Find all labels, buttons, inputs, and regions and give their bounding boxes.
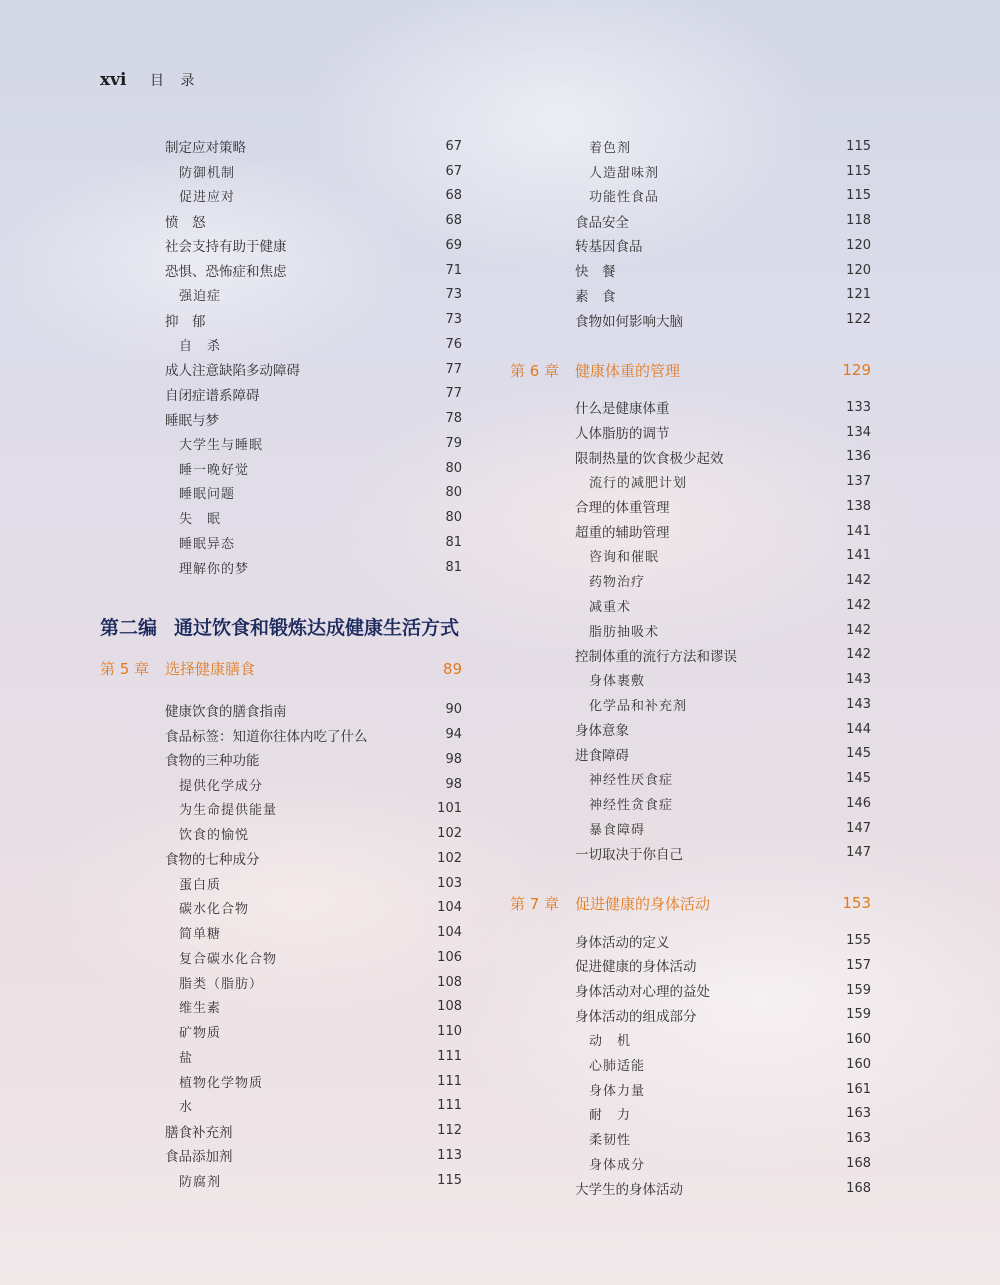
toc-entry[interactable] bbox=[100, 797, 462, 822]
chapter-title: 选择健康膳食 bbox=[165, 660, 256, 678]
toc-entry-title: 素 食 bbox=[575, 288, 616, 305]
toc-left-column bbox=[100, 134, 462, 1193]
toc-entry-page: 111 bbox=[437, 1073, 462, 1089]
toc-entry-page: 146 bbox=[846, 795, 871, 811]
toc-entry-page: 115 bbox=[437, 1172, 462, 1188]
chapter-heading-5[interactable] bbox=[100, 656, 462, 682]
toc-entry-title: 身体活动的组成部分 bbox=[575, 1008, 697, 1025]
toc-entry[interactable] bbox=[510, 841, 871, 866]
toc-entry-page: 80 bbox=[445, 510, 462, 526]
toc-entry-title: 抑 郁 bbox=[165, 313, 206, 330]
toc-entry-title: 身体意象 bbox=[575, 723, 629, 740]
toc-entry-page: 98 bbox=[445, 776, 462, 792]
toc-entry-page: 118 bbox=[846, 213, 871, 229]
toc-entry-page: 102 bbox=[437, 850, 462, 866]
toc-entry-page: 110 bbox=[437, 1024, 462, 1040]
toc-entry-page: 141 bbox=[846, 548, 871, 564]
toc-entry-page: 163 bbox=[846, 1106, 871, 1122]
toc-entry-page: 108 bbox=[437, 999, 462, 1015]
toc-entry-title: 睡眠问题 bbox=[179, 487, 236, 503]
toc-entry[interactable] bbox=[100, 382, 462, 407]
toc-entry[interactable] bbox=[510, 544, 871, 569]
toc-entry[interactable] bbox=[100, 821, 462, 846]
toc-entry-title: 神经性厌食症 bbox=[589, 773, 674, 789]
toc-entry-title: 限制热量的饮食极少起效 bbox=[575, 450, 724, 467]
toc-entry[interactable] bbox=[510, 519, 871, 544]
toc-entry-page: 94 bbox=[445, 727, 462, 743]
toc-entry-title: 饮食的愉悦 bbox=[179, 828, 250, 844]
toc-entry-page: 145 bbox=[846, 746, 871, 762]
chapter-title: 促进健康的身体活动 bbox=[575, 894, 711, 913]
toc-entry-page: 69 bbox=[445, 237, 462, 253]
toc-entry-page: 78 bbox=[445, 411, 462, 427]
toc-entry[interactable] bbox=[510, 978, 871, 1003]
toc-entry[interactable] bbox=[100, 159, 462, 184]
toc-entry[interactable] bbox=[100, 1069, 462, 1094]
toc-entry-title: 食物的三种功能 bbox=[165, 753, 260, 770]
toc-entry[interactable] bbox=[100, 456, 462, 481]
toc-entry-page: 77 bbox=[445, 361, 462, 377]
toc-entry-title: 盐 bbox=[179, 1050, 194, 1066]
toc-entry-page: 80 bbox=[445, 485, 462, 501]
toc-entry[interactable] bbox=[100, 431, 462, 456]
chapter-page: 153 bbox=[842, 894, 871, 913]
toc-entry-title: 健康饮食的膳食指南 bbox=[165, 703, 287, 720]
toc-entry-title: 大学生与睡眠 bbox=[179, 437, 264, 453]
toc-entry[interactable] bbox=[510, 445, 871, 470]
toc-entry[interactable] bbox=[510, 953, 871, 978]
toc-entry[interactable] bbox=[100, 283, 462, 308]
chapter-heading-7[interactable] bbox=[510, 890, 871, 916]
chapter-number: 第 7 章 bbox=[510, 894, 560, 913]
toc-entry-title: 进食障碍 bbox=[575, 747, 629, 764]
toc-entry-page: 142 bbox=[846, 573, 871, 589]
toc-entry-title: 强迫症 bbox=[179, 289, 222, 305]
toc-entry[interactable] bbox=[100, 1019, 462, 1044]
toc-entry-title: 制定应对策略 bbox=[165, 140, 246, 157]
toc-entry-title: 睡眠异态 bbox=[179, 536, 236, 552]
toc-entry-title: 大学生的身体活动 bbox=[575, 1182, 683, 1199]
toc-entry-title: 失 眠 bbox=[179, 512, 222, 528]
page-title: 目 录 bbox=[150, 73, 201, 89]
toc-entry-page: 90 bbox=[445, 702, 462, 718]
toc-entry[interactable] bbox=[510, 1003, 871, 1028]
toc-entry-title: 水 bbox=[179, 1100, 194, 1116]
toc-entry-title: 什么是健康体重 bbox=[575, 401, 670, 418]
chapter-heading-6[interactable] bbox=[510, 357, 871, 383]
toc-entry-page: 163 bbox=[846, 1131, 871, 1147]
toc-entry[interactable] bbox=[510, 1077, 871, 1102]
toc-entry[interactable] bbox=[100, 505, 462, 530]
toc-entry-title: 维生素 bbox=[179, 1001, 222, 1017]
toc-entry-title: 身体成分 bbox=[589, 1157, 646, 1173]
toc-entry-title: 防御机制 bbox=[179, 165, 236, 181]
toc-block bbox=[100, 134, 462, 580]
toc-entry[interactable] bbox=[510, 618, 871, 643]
chapter-page: 129 bbox=[842, 361, 871, 379]
toc-entry-title: 促进应对 bbox=[179, 190, 236, 206]
toc-entry-page: 68 bbox=[445, 188, 462, 204]
toc-entry[interactable] bbox=[510, 1052, 871, 1077]
toc-entry-title: 超重的辅助管理 bbox=[575, 525, 670, 542]
toc-entry-title: 控制体重的流行方法和谬误 bbox=[575, 648, 737, 665]
toc-entry[interactable] bbox=[510, 568, 871, 593]
toc-entry-title: 耐 力 bbox=[589, 1108, 632, 1124]
toc-entry[interactable] bbox=[100, 1143, 462, 1168]
toc-entry-title: 着色剂 bbox=[589, 140, 632, 156]
toc-entry-title: 身体力量 bbox=[589, 1083, 646, 1099]
toc-entry-title: 身体活动的定义 bbox=[575, 934, 670, 951]
toc-entry-page: 80 bbox=[445, 460, 462, 476]
toc-entry-page: 136 bbox=[846, 449, 871, 465]
toc-entry[interactable] bbox=[100, 747, 462, 772]
toc-entry-title: 心肺适能 bbox=[589, 1058, 646, 1074]
toc-entry-title: 植物化学物质 bbox=[179, 1075, 264, 1091]
toc-entry-page: 101 bbox=[437, 801, 462, 817]
toc-entry[interactable] bbox=[510, 469, 871, 494]
toc-entry[interactable] bbox=[510, 1176, 871, 1201]
toc-entry[interactable] bbox=[100, 134, 462, 159]
toc-entry[interactable] bbox=[510, 928, 871, 953]
toc-entry[interactable] bbox=[510, 643, 871, 668]
toc-entry-page: 102 bbox=[437, 826, 462, 842]
toc-block bbox=[100, 698, 462, 1193]
toc-entry[interactable] bbox=[100, 1094, 462, 1119]
toc-entry-title: 神经性贪食症 bbox=[589, 797, 674, 813]
toc-entry-page: 120 bbox=[846, 262, 871, 278]
toc-entry[interactable] bbox=[100, 896, 462, 921]
toc-entry[interactable] bbox=[100, 184, 462, 209]
toc-entry-page: 147 bbox=[846, 845, 871, 861]
toc-entry-title: 柔韧性 bbox=[589, 1133, 632, 1149]
toc-entry[interactable] bbox=[100, 406, 462, 431]
toc-entry-title: 矿物质 bbox=[179, 1026, 222, 1042]
toc-entry-page: 147 bbox=[846, 820, 871, 836]
toc-entry-title: 食品添加剂 bbox=[165, 1149, 233, 1166]
chapter-number: 第 6 章 bbox=[510, 361, 560, 380]
toc-entry-page: 168 bbox=[846, 1155, 871, 1171]
toc-entry-page: 141 bbox=[846, 523, 871, 539]
toc-entry-page: 142 bbox=[846, 647, 871, 663]
toc-entry[interactable] bbox=[510, 742, 871, 767]
toc-entry-page: 108 bbox=[437, 974, 462, 990]
toc-entry-page: 121 bbox=[846, 287, 871, 303]
toc-entry-page: 113 bbox=[437, 1147, 462, 1163]
toc-entry[interactable] bbox=[510, 816, 871, 841]
toc-entry[interactable] bbox=[100, 772, 462, 797]
toc-entry-page: 71 bbox=[445, 262, 462, 278]
toc-entry[interactable] bbox=[100, 846, 462, 871]
toc-entry[interactable] bbox=[510, 258, 871, 283]
toc-entry[interactable] bbox=[510, 395, 871, 420]
toc-entry[interactable] bbox=[510, 233, 871, 258]
toc-entry-title: 药物治疗 bbox=[589, 575, 646, 591]
toc-entry[interactable] bbox=[510, 159, 871, 184]
toc-entry-title: 功能性食品 bbox=[589, 190, 660, 206]
toc-entry-title: 防腐剂 bbox=[179, 1174, 222, 1190]
toc-entry-title: 睡一晚好觉 bbox=[179, 462, 250, 478]
toc-entry-title: 恐惧、恐怖症和焦虑 bbox=[165, 264, 287, 281]
toc-entry-page: 142 bbox=[846, 622, 871, 638]
toc-entry-page: 115 bbox=[846, 188, 871, 204]
toc-entry-title: 自闭症谱系障碍 bbox=[165, 387, 260, 404]
toc-entry[interactable] bbox=[510, 1102, 871, 1127]
toc-entry-page: 160 bbox=[846, 1032, 871, 1048]
toc-entry-page: 111 bbox=[437, 1098, 462, 1114]
toc-entry[interactable] bbox=[510, 667, 871, 692]
toc-entry-page: 145 bbox=[846, 771, 871, 787]
toc-entry-title: 化学品和补充剂 bbox=[589, 698, 688, 714]
part-title: 通过饮食和锻炼达成健康生活方式 bbox=[174, 617, 460, 639]
toc-entry[interactable] bbox=[100, 995, 462, 1020]
toc-entry-title: 流行的减肥计划 bbox=[589, 476, 688, 492]
toc-entry-page: 76 bbox=[445, 336, 462, 352]
toc-entry-title: 促进健康的身体活动 bbox=[575, 959, 697, 976]
part-heading[interactable] bbox=[100, 612, 462, 642]
toc-entry-title: 愤 怒 bbox=[165, 214, 206, 231]
toc-entry[interactable] bbox=[510, 692, 871, 717]
toc-entry-page: 79 bbox=[445, 435, 462, 451]
toc-entry[interactable] bbox=[510, 134, 871, 159]
toc-entry[interactable] bbox=[100, 1118, 462, 1143]
toc-entry-title: 碳水化合物 bbox=[179, 902, 250, 918]
toc-entry[interactable] bbox=[100, 233, 462, 258]
toc-entry-page: 159 bbox=[846, 1007, 871, 1023]
toc-entry-page: 137 bbox=[846, 474, 871, 490]
toc-entry-title: 理解你的梦 bbox=[179, 561, 250, 577]
toc-entry[interactable] bbox=[100, 698, 462, 723]
toc-entry[interactable] bbox=[100, 208, 462, 233]
toc-entry-page: 73 bbox=[445, 287, 462, 303]
toc-entry[interactable] bbox=[100, 357, 462, 382]
toc-entry-title: 睡眠与梦 bbox=[165, 412, 219, 429]
toc-entry[interactable] bbox=[510, 208, 871, 233]
toc-block bbox=[510, 928, 871, 1200]
toc-entry-page: 144 bbox=[846, 721, 871, 737]
toc-entry-page: 81 bbox=[445, 559, 462, 575]
toc-entry-page: 81 bbox=[445, 534, 462, 550]
toc-entry-title: 食物如何影响大脑 bbox=[575, 313, 683, 330]
toc-entry-page: 112 bbox=[437, 1123, 462, 1139]
toc-entry-title: 社会支持有助于健康 bbox=[165, 239, 287, 256]
toc-entry-page: 67 bbox=[445, 138, 462, 154]
toc-entry[interactable] bbox=[100, 307, 462, 332]
toc-entry[interactable] bbox=[510, 420, 871, 445]
toc-entry[interactable] bbox=[510, 791, 871, 816]
toc-entry-page: 120 bbox=[846, 237, 871, 253]
toc-entry-title: 脂肪抽吸术 bbox=[589, 624, 660, 640]
toc-entry-title: 合理的体重管理 bbox=[575, 500, 670, 517]
toc-entry-title: 人体脂肪的调节 bbox=[575, 426, 670, 443]
toc-entry-title: 自 杀 bbox=[179, 338, 222, 354]
toc-entry-title: 脂类（脂肪） bbox=[179, 976, 264, 992]
toc-entry[interactable] bbox=[100, 555, 462, 580]
toc-entry[interactable] bbox=[100, 871, 462, 896]
toc-entry-page: 98 bbox=[445, 751, 462, 767]
toc-entry[interactable] bbox=[100, 530, 462, 555]
toc-block bbox=[510, 134, 871, 332]
toc-entry[interactable] bbox=[510, 1126, 871, 1151]
toc-entry-page: 142 bbox=[846, 597, 871, 613]
toc-entry-page: 134 bbox=[846, 424, 871, 440]
toc-entry-title: 食品标签：知道你往体内吃了什么 bbox=[165, 728, 368, 745]
chapter-title: 健康体重的管理 bbox=[575, 361, 681, 380]
toc-entry[interactable] bbox=[100, 332, 462, 357]
toc-entry-title: 暴食障碍 bbox=[589, 822, 646, 838]
toc-entry-page: 161 bbox=[846, 1081, 871, 1097]
toc-entry[interactable] bbox=[100, 945, 462, 970]
toc-entry[interactable] bbox=[100, 970, 462, 995]
toc-entry-page: 122 bbox=[846, 312, 871, 328]
chapter-page: 89 bbox=[442, 659, 462, 678]
toc-entry-page: 104 bbox=[437, 925, 462, 941]
toc-entry[interactable] bbox=[100, 258, 462, 283]
toc-entry[interactable] bbox=[100, 722, 462, 747]
toc-entry-title: 提供化学成分 bbox=[179, 778, 264, 794]
toc-entry-title: 复合碳水化合物 bbox=[179, 951, 278, 967]
toc-entry-title: 减重术 bbox=[589, 599, 632, 615]
toc-entry-page: 159 bbox=[846, 982, 871, 998]
toc-entry-page: 106 bbox=[437, 949, 462, 965]
toc-entry-page: 104 bbox=[437, 900, 462, 916]
toc-entry-title: 一切取决于你自己 bbox=[575, 846, 683, 863]
toc-entry-page: 168 bbox=[846, 1180, 871, 1196]
toc-entry-title: 人造甜味剂 bbox=[589, 165, 660, 181]
toc-entry[interactable] bbox=[510, 1027, 871, 1052]
toc-entry-title: 咨询和催眠 bbox=[589, 550, 660, 566]
page-number: xvi bbox=[100, 70, 127, 90]
toc-block bbox=[510, 395, 871, 865]
toc-entry[interactable] bbox=[100, 920, 462, 945]
toc-entry-title: 身体活动对心理的益处 bbox=[575, 984, 710, 1001]
toc-entry[interactable] bbox=[510, 494, 871, 519]
toc-entry-page: 157 bbox=[846, 957, 871, 973]
toc-entry-title: 身体裹敷 bbox=[589, 674, 646, 690]
toc-entry-title: 蛋白质 bbox=[179, 877, 222, 893]
page-header bbox=[100, 70, 200, 90]
toc-entry-page: 143 bbox=[846, 696, 871, 712]
toc-entry[interactable] bbox=[510, 1151, 871, 1176]
toc-entry-page: 155 bbox=[846, 933, 871, 949]
toc-entry[interactable] bbox=[100, 1044, 462, 1069]
toc-entry[interactable] bbox=[510, 283, 871, 308]
toc-entry-page: 138 bbox=[846, 498, 871, 514]
toc-right-column bbox=[510, 134, 871, 1201]
toc-entry-title: 食物的七种成分 bbox=[165, 852, 260, 869]
toc-entry[interactable] bbox=[510, 593, 871, 618]
toc-entry-page: 160 bbox=[846, 1056, 871, 1072]
toc-entry-page: 133 bbox=[846, 399, 871, 415]
toc-entry-title: 转基因食品 bbox=[575, 239, 643, 256]
toc-entry-page: 77 bbox=[445, 386, 462, 402]
part-number: 第二编 bbox=[100, 617, 158, 639]
toc-entry-page: 111 bbox=[437, 1048, 462, 1064]
toc-entry-page: 67 bbox=[445, 163, 462, 179]
toc-entry-page: 103 bbox=[437, 875, 462, 891]
toc-entry[interactable] bbox=[510, 766, 871, 791]
toc-entry-page: 143 bbox=[846, 672, 871, 688]
toc-entry[interactable] bbox=[510, 307, 871, 332]
toc-entry-page: 115 bbox=[846, 138, 871, 154]
toc-entry-title: 膳食补充剂 bbox=[165, 1124, 233, 1141]
toc-entry-title: 快 餐 bbox=[575, 264, 616, 281]
toc-entry-title: 为生命提供能量 bbox=[179, 803, 278, 819]
toc-entry[interactable] bbox=[510, 717, 871, 742]
toc-entry[interactable] bbox=[100, 481, 462, 506]
toc-entry[interactable] bbox=[100, 1168, 462, 1193]
toc-entry[interactable] bbox=[510, 184, 871, 209]
toc-entry-title: 动 机 bbox=[589, 1034, 632, 1050]
toc-entry-page: 73 bbox=[445, 312, 462, 328]
toc-entry-title: 食品安全 bbox=[575, 214, 629, 231]
toc-entry-page: 68 bbox=[445, 213, 462, 229]
toc-entry-title: 简单糖 bbox=[179, 927, 222, 943]
toc-entry-page: 115 bbox=[846, 163, 871, 179]
toc-entry-title: 成人注意缺陷多动障碍 bbox=[165, 363, 300, 380]
chapter-number: 第 5 章 bbox=[100, 660, 150, 678]
